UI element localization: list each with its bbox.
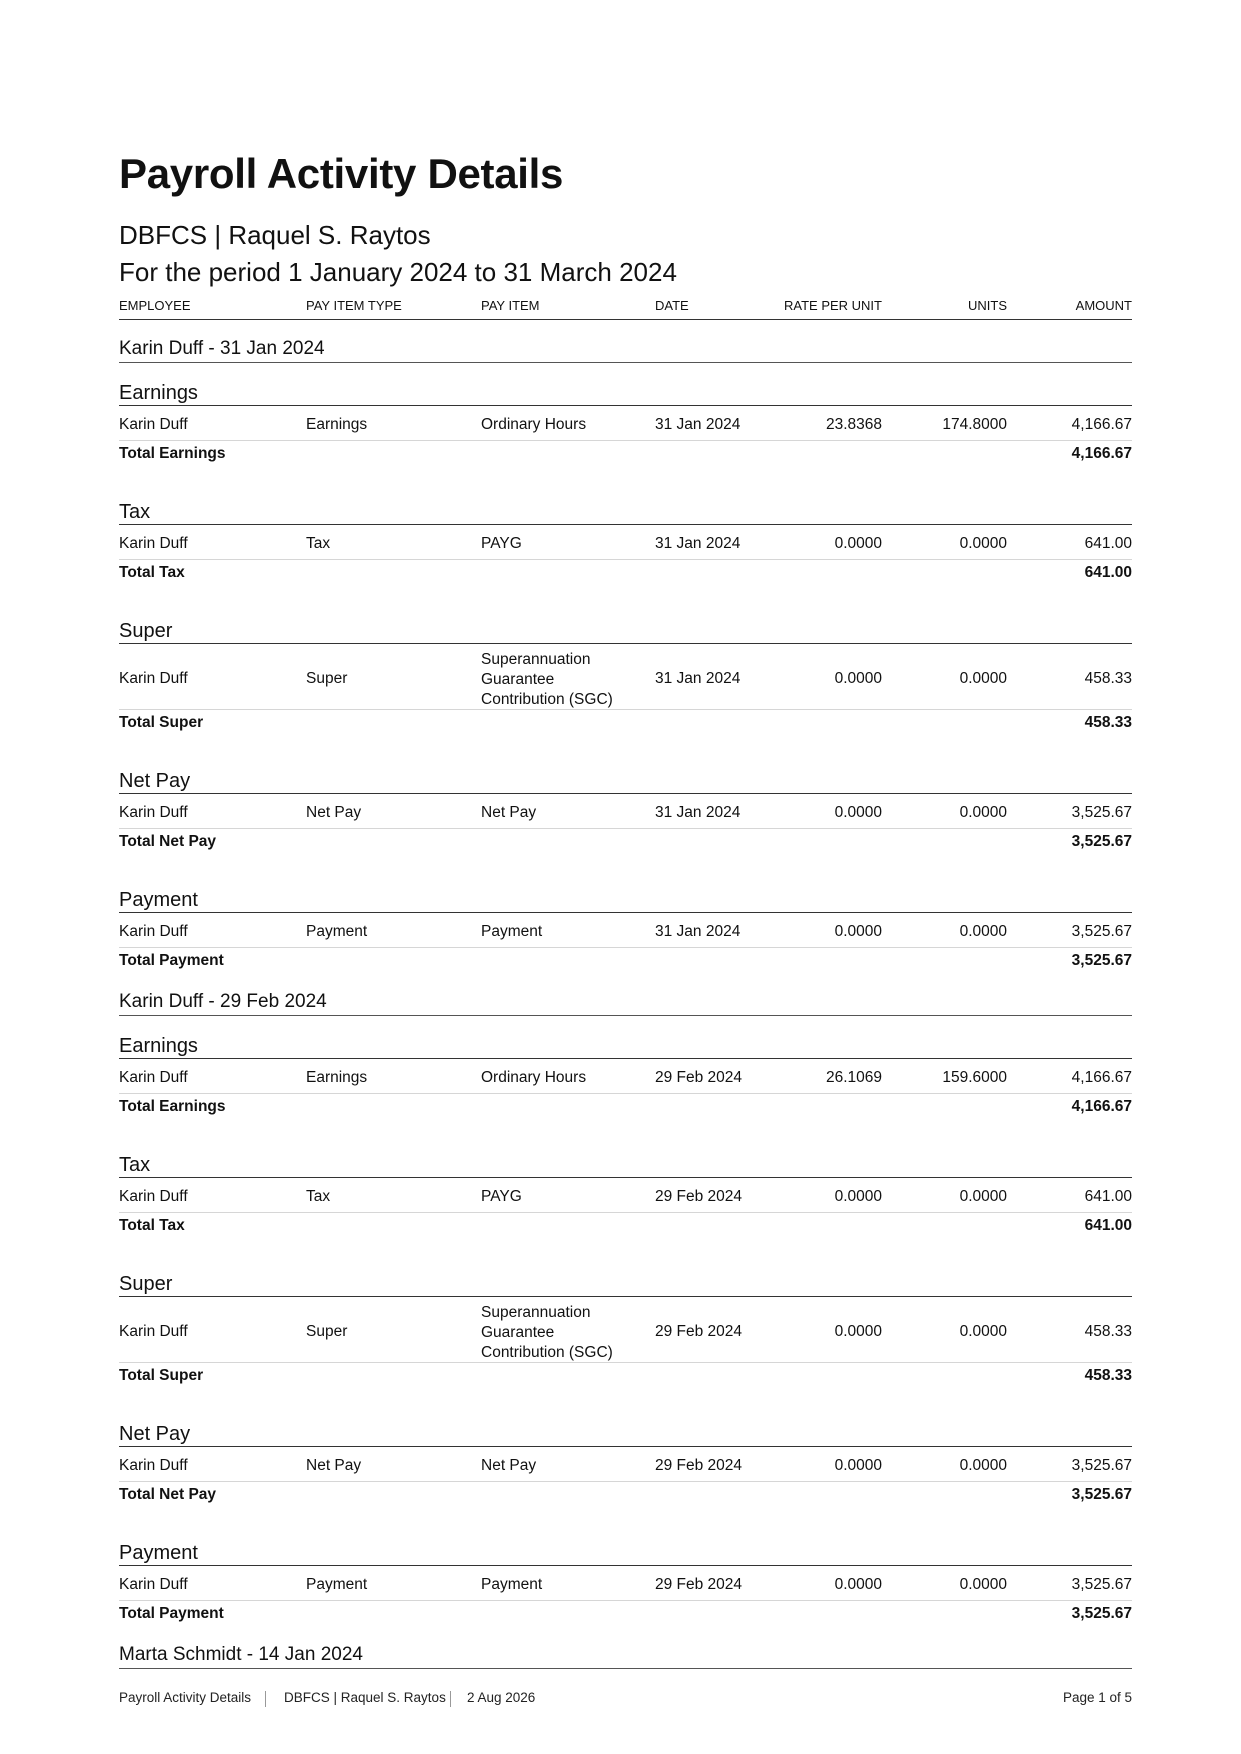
cell-employee: Karin Duff — [119, 669, 188, 687]
employee-group-heading: Karin Duff - 29 Feb 2024 — [119, 991, 1132, 1016]
section-heading: Earnings — [119, 1035, 1132, 1059]
cell-amount: 3,525.67 — [1071, 923, 1132, 940]
cell-pay-item: Net Pay — [481, 804, 537, 821]
cell-date: 31 Jan 2024 — [655, 923, 741, 940]
total-label: Total Payment — [119, 952, 224, 969]
section-total-row — [119, 1098, 1132, 1120]
cell-rate-per-unit: 0.0000 — [834, 1188, 882, 1205]
column-header-units: UNITS — [968, 298, 1007, 313]
total-amount: 641.00 — [1084, 1217, 1132, 1234]
cell-pay-item: Net Pay — [481, 1457, 537, 1474]
total-label: Total Tax — [119, 564, 185, 581]
cell-date: 31 Jan 2024 — [655, 416, 741, 433]
cell-units: 0.0000 — [959, 535, 1007, 552]
column-header-employee: EMPLOYEE — [119, 298, 191, 313]
section-total-row — [119, 833, 1132, 855]
cell-units: 159.6000 — [942, 1069, 1007, 1086]
section-heading: Earnings — [119, 382, 1132, 406]
cell-employee: Karin Duff — [119, 1069, 188, 1086]
cell-pay-item: PAYG — [481, 1188, 522, 1205]
footer-page-number: Page 1 of 5 — [1062, 1690, 1132, 1705]
total-amount: 3,525.67 — [1071, 952, 1132, 969]
cell-pay-item: Payment — [481, 1576, 543, 1593]
table-row — [119, 917, 1132, 948]
table-row — [119, 1451, 1132, 1482]
section-heading: Net Pay — [119, 770, 1132, 794]
cell-amount: 458.33 — [1084, 669, 1132, 687]
cell-amount: 641.00 — [1084, 535, 1132, 552]
column-header-amount: AMOUNT — [1075, 298, 1132, 313]
cell-pay-item-type: Tax — [306, 1188, 331, 1205]
cell-pay-item: Superannuation Guarantee Contribution (SGC) — [481, 651, 613, 708]
cell-date: 31 Jan 2024 — [655, 535, 741, 552]
section-heading: Super — [119, 620, 1132, 644]
cell-employee: Karin Duff — [119, 1457, 188, 1474]
section-total-row — [119, 952, 1132, 974]
cell-rate-per-unit: 0.0000 — [834, 1576, 882, 1593]
column-header-pay-item: PAY ITEM — [481, 298, 540, 313]
section-heading: Net Pay — [119, 1423, 1132, 1447]
table-row — [119, 1301, 1132, 1363]
cell-pay-item: Ordinary Hours — [481, 416, 587, 433]
column-header-date: DATE — [655, 298, 689, 313]
footer-divider — [265, 1691, 266, 1707]
cell-amount: 641.00 — [1084, 1188, 1132, 1205]
cell-pay-item-type: Payment — [306, 923, 368, 940]
footer-date: 2 Aug 2026 — [467, 1690, 536, 1705]
cell-units: 0.0000 — [959, 804, 1007, 821]
table-row — [119, 1182, 1132, 1213]
total-amount: 3,525.67 — [1071, 1605, 1132, 1622]
employee-group-heading: Karin Duff - 31 Jan 2024 — [119, 338, 1132, 363]
cell-units: 0.0000 — [959, 1322, 1007, 1340]
footer-divider — [450, 1691, 451, 1707]
cell-pay-item: Ordinary Hours — [481, 1069, 587, 1086]
cell-date: 29 Feb 2024 — [655, 1069, 743, 1086]
total-label: Total Tax — [119, 1217, 185, 1234]
footer-report-name: Payroll Activity Details — [119, 1690, 252, 1705]
total-amount: 458.33 — [1084, 1367, 1132, 1384]
table-row — [119, 410, 1132, 441]
employee-group-heading: Marta Schmidt - 14 Jan 2024 — [119, 1644, 1132, 1669]
cell-pay-item-type: Earnings — [306, 1069, 368, 1086]
cell-date: 31 Jan 2024 — [655, 804, 741, 821]
section-total-row — [119, 1217, 1132, 1239]
column-header-pay-item-type: PAY ITEM TYPE — [306, 298, 402, 313]
cell-date: 29 Feb 2024 — [655, 1188, 743, 1205]
column-header-rate-per-unit: RATE PER UNIT — [784, 298, 882, 313]
cell-date: 31 Jan 2024 — [655, 669, 741, 687]
cell-pay-item-type: Payment — [306, 1576, 368, 1593]
cell-rate-per-unit: 26.1069 — [825, 1069, 882, 1086]
cell-employee: Karin Duff — [119, 1576, 188, 1593]
cell-amount: 3,525.67 — [1071, 804, 1132, 821]
total-label: Total Net Pay — [119, 833, 217, 850]
total-label: Total Payment — [119, 1605, 224, 1622]
cell-pay-item-type: Super — [306, 669, 348, 687]
footer-organisation: DBFCS | Raquel S. Raytos — [284, 1690, 446, 1705]
total-amount: 3,525.67 — [1071, 833, 1132, 850]
total-amount: 4,166.67 — [1071, 445, 1132, 462]
cell-pay-item-type: Net Pay — [306, 1457, 362, 1474]
cell-amount: 458.33 — [1084, 1322, 1132, 1340]
cell-amount: 4,166.67 — [1071, 416, 1132, 433]
cell-pay-item-type: Net Pay — [306, 804, 362, 821]
table-row — [119, 529, 1132, 560]
cell-units: 0.0000 — [959, 1188, 1007, 1205]
cell-pay-item: Superannuation Guarantee Contribution (SGC) — [481, 1304, 613, 1361]
section-heading: Payment — [119, 889, 1132, 913]
section-total-row — [119, 1486, 1132, 1508]
section-total-row — [119, 1605, 1132, 1627]
cell-amount: 3,525.67 — [1071, 1457, 1132, 1474]
cell-pay-item: Payment — [481, 923, 543, 940]
total-label: Total Super — [119, 1367, 204, 1384]
cell-employee: Karin Duff — [119, 535, 188, 552]
cell-employee: Karin Duff — [119, 1188, 188, 1205]
cell-rate-per-unit: 0.0000 — [834, 535, 882, 552]
cell-employee: Karin Duff — [119, 923, 188, 940]
cell-units: 0.0000 — [959, 669, 1007, 687]
page-title: Payroll Activity Details — [119, 150, 564, 197]
cell-employee: Karin Duff — [119, 1322, 188, 1340]
cell-rate-per-unit: 0.0000 — [834, 669, 882, 687]
cell-pay-item-type: Tax — [306, 535, 331, 552]
section-heading: Payment — [119, 1542, 1132, 1566]
cell-pay-item: PAYG — [481, 535, 522, 552]
cell-pay-item-type: Earnings — [306, 416, 368, 433]
cell-pay-item-type: Super — [306, 1322, 348, 1340]
cell-employee: Karin Duff — [119, 416, 188, 433]
section-heading: Tax — [119, 1154, 1132, 1178]
total-label: Total Super — [119, 714, 204, 731]
cell-rate-per-unit: 23.8368 — [825, 416, 882, 433]
cell-rate-per-unit: 0.0000 — [834, 923, 882, 940]
cell-date: 29 Feb 2024 — [655, 1457, 743, 1474]
cell-units: 0.0000 — [959, 923, 1007, 940]
section-total-row — [119, 564, 1132, 586]
cell-units: 0.0000 — [959, 1576, 1007, 1593]
cell-units: 0.0000 — [959, 1457, 1007, 1474]
cell-rate-per-unit: 0.0000 — [834, 1322, 882, 1340]
cell-date: 29 Feb 2024 — [655, 1576, 743, 1593]
cell-units: 174.8000 — [942, 416, 1007, 433]
total-amount: 4,166.67 — [1071, 1098, 1132, 1115]
section-total-row — [119, 445, 1132, 467]
table-row — [119, 1570, 1132, 1601]
cell-rate-per-unit: 0.0000 — [834, 804, 882, 821]
table-row — [119, 648, 1132, 710]
cell-amount: 4,166.67 — [1071, 1069, 1132, 1086]
total-label: Total Earnings — [119, 445, 226, 462]
section-total-row — [119, 714, 1132, 736]
table-row — [119, 798, 1132, 829]
section-heading: Super — [119, 1273, 1132, 1297]
column-header-row — [119, 297, 1132, 320]
period-subtitle: For the period 1 January 2024 to 31 March 2024 — [119, 257, 677, 287]
total-label: Total Earnings — [119, 1098, 226, 1115]
cell-amount: 3,525.67 — [1071, 1576, 1132, 1593]
section-heading: Tax — [119, 501, 1132, 525]
total-amount: 3,525.67 — [1071, 1486, 1132, 1503]
total-amount: 458.33 — [1084, 714, 1132, 731]
section-total-row — [119, 1367, 1132, 1389]
total-amount: 641.00 — [1084, 564, 1132, 581]
cell-date: 29 Feb 2024 — [655, 1322, 743, 1340]
table-row — [119, 1063, 1132, 1094]
cell-employee: Karin Duff — [119, 804, 188, 821]
organisation-subtitle: DBFCS | Raquel S. Raytos — [119, 220, 431, 250]
cell-rate-per-unit: 0.0000 — [834, 1457, 882, 1474]
total-label: Total Net Pay — [119, 1486, 217, 1503]
